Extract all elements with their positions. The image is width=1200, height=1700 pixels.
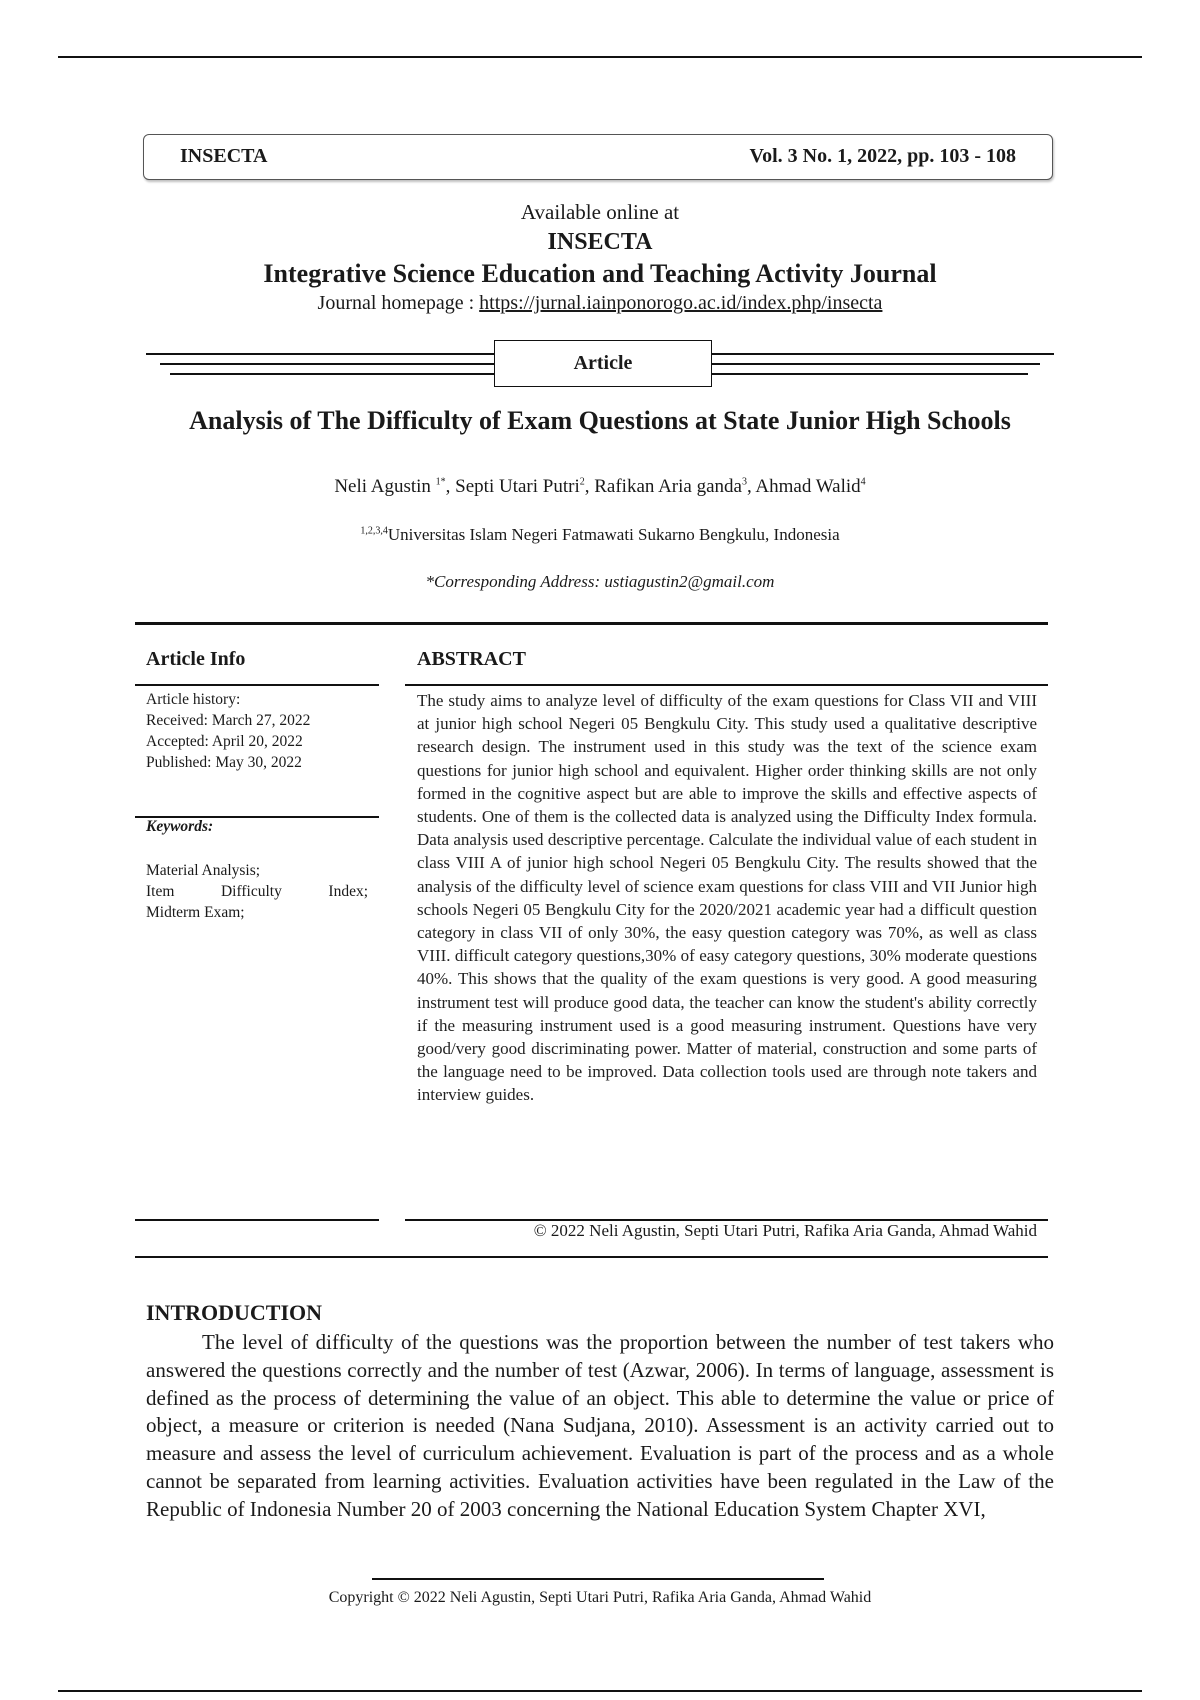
page-top-rule [58,56,1142,58]
keywords-heading: Keywords: [146,818,214,835]
history-label: Article history: [146,691,241,708]
abstract-text: The study aims to analyze level of difficulty of the exam questions for Class VII and VIII at junior high school Negeri 05 Bengkulu City. This study used a qualitative descriptive research design. The instrument used in this study was the text of the science exam questions for junior high school and equivalent. Higher order thinking skills are not only formed in the cognitive aspect but are able to improve the skills and effective aspects of students. One of them is the collected data is analyzed using the Difficulty Index formula. Data analysis used descriptive percentage. Calculate the individual value of each student in class VIII A of junior high school Negeri 05 Bengkulu City. The results showed that the analysis of the difficulty level of science exam questions for class VIII and VII Junior high schools Negeri 05 Bengkulu City for the 2020/2021 academic year had a difficult question category in class VII of only 30%, the easy question category was 70%, as well as class VIII. difficult category questions,30% of easy category questions, 30% moderate questions 40%. This shows that the quality of the exam questions is very good. A good measuring instrument test will produce good data, the teacher can know the student's ability correctly if the measuring instrument used is a good measuring instrument. Questions have very good/very good discriminating power. Matter of material, construction and some parts of the language need to be improved. Data collection tools used are through note takers and interview guides. [417,691,1037,1105]
abstract-copyright: © 2022 Neli Agustin, Septi Utari Putri, Rafika Aria Ganda, Ahmad Wahid [533,1221,1037,1240]
article-info-bottom-rule [135,1219,379,1221]
homepage-label: Journal homepage : [317,292,480,314]
author-name: , Ahmad Walid [746,476,861,497]
article-type-box: Article [494,340,712,387]
keyword-item: Material Analysis; [146,862,261,879]
journal-homepage [0,292,1200,315]
affiliation-text: Universitas Islam Negeri Fatmawati Sukarno Bengkulu, Indonesia [387,525,840,544]
abstract-heading: ABSTRACT [417,648,526,670]
abstract-rule [405,684,1048,686]
keyword-item: Item Difficulty Index; [146,883,368,900]
journal-header-box [143,134,1053,180]
paper-title: Analysis of The Difficulty of Exam Questions at State Junior High Schools [189,406,1011,435]
author-mark: 2 [579,476,585,488]
keyword-item: Midterm Exam; [146,904,245,921]
affiliation-marks: 1,2,3,4 [360,525,388,537]
journal-name: INSECTA [547,229,653,255]
author-name: , Rafikan Aria ganda [584,476,742,497]
volume-info: Vol. 3 No. 1, 2022, pp. 103 - 108 [749,145,1016,167]
author-mark: 4 [860,476,866,488]
footer-copyright: Copyright © 2022 Neli Agustin, Septi Utari Putri, Rafika Aria Ganda, Ahmad Wahid [328,1589,872,1606]
author-list [0,476,1200,498]
available-online: Available online at [520,200,680,224]
info-block-top-rule [135,622,1048,625]
footer-rule [372,1578,824,1580]
author-name: Neli Agustin [334,476,436,497]
article-info-rule [135,684,379,686]
page-bottom-rule [58,1690,1142,1692]
author-mark: 3 [741,476,747,488]
homepage-link[interactable]: https://jurnal.iainponorogo.ac.id/index.php/insecta [479,292,883,314]
journal-short-name: INSECTA [180,145,268,167]
introduction-text: The level of difficulty of the questions was the proportion between the number of test takers who answered the questions correctly and the number of test (Azwar, 2006). In terms of language, assessment is defined as the process of determining the value of an object. This able to determine the value or price of object, a measure or criterion is needed (Nana Sudjana, 2010). Assessment is an activity carried out to measure and assess the level of curriculum achievement. Evaluation is part of the process and as a whole cannot be separated from learning activities. Evaluation activities have been regulated in the Law of the Republic of Indonesia Number 20 of 2003 concerning the National Education System Chapter XVI, [146,1330,1054,1521]
introduction-heading: INTRODUCTION [146,1300,323,1325]
article-history [146,689,376,773]
journal-full-title: Integrative Science Education and Teaching Activity Journal [263,259,937,288]
received-date: Received: March 27, 2022 [146,712,311,729]
affiliation [0,525,1200,545]
corresponding-address: *Corresponding Address: ustiagustin2@gmail.com [425,572,775,591]
accepted-date: Accepted: April 20, 2022 [146,733,303,750]
article-info-heading: Article Info [146,648,246,670]
author-name: , Septi Utari Putri [445,476,580,497]
published-date: Published: May 30, 2022 [146,754,302,771]
keywords-list [146,860,368,923]
info-block-bottom-rule [135,1256,1048,1258]
author-mark: 1* [435,476,446,488]
